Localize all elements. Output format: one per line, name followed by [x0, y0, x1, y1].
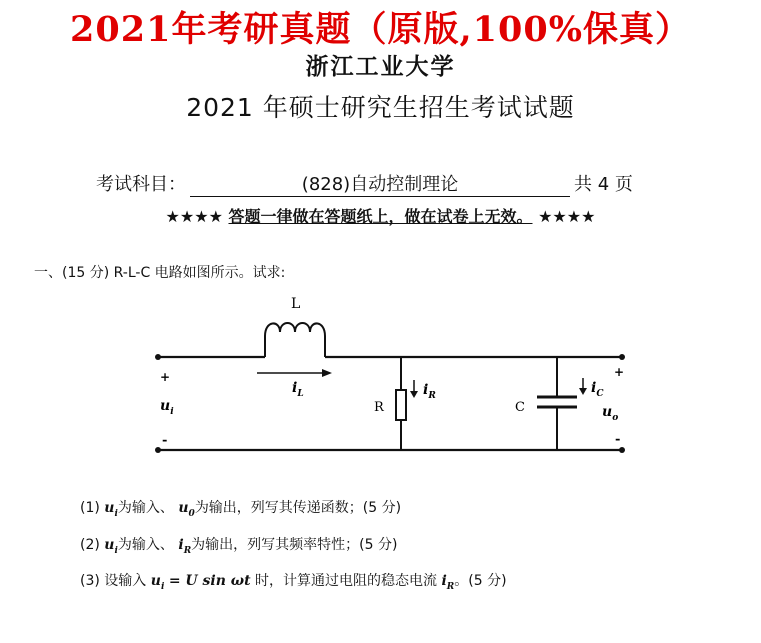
notice-text: 答题一律做在答题纸上，做在试卷上无效。	[228, 207, 533, 226]
current-arrow-R-head	[410, 391, 418, 398]
current-L-label: $i_L$	[292, 380, 304, 399]
inductor-coil	[265, 323, 325, 336]
output-voltage-label: $u_o$	[602, 404, 619, 423]
rlc-circuit-diagram	[0, 290, 761, 470]
subject-value: (828)自动控制理论	[190, 170, 570, 197]
subject-label: 考试科目：	[96, 174, 186, 195]
promo-banner: 2021年考研真题（原版,100%保真）	[70, 9, 691, 50]
question-1-part-3: (3) 设输入 $u_i = U$ sin ωt 时，计算通过电阻的稳态电流 $i_R$。(5 分)	[80, 573, 507, 592]
terminal-top-right	[619, 354, 625, 360]
exam-title: 2021 年硕士研究生招生考试试题	[186, 93, 575, 122]
minus-right: -	[615, 432, 621, 447]
question-1-heading: 一、(15 分) R-L-C 电路如图所示。试求:	[34, 265, 286, 281]
page-count: 共 4 页	[574, 174, 633, 195]
inductor-label: L	[291, 296, 301, 312]
university-name: 浙江工业大学	[305, 53, 456, 80]
current-C-label: $i_C$	[591, 380, 604, 399]
current-arrow-C-head	[579, 388, 587, 395]
terminal-bottom-right	[619, 447, 625, 453]
capacitor-label: C	[515, 400, 525, 415]
subject-row	[96, 170, 633, 197]
stars-right: ★★★★	[538, 207, 596, 226]
terminal-top-left	[155, 354, 161, 360]
input-voltage-label: $u_i$	[160, 398, 174, 417]
question-1-part-2: (2) $u_i$为输入、 $i_R$为输出，列写其频率特性；(5 分)	[80, 537, 398, 556]
stars-left: ★★★★	[165, 207, 223, 226]
plus-right: +	[614, 365, 625, 379]
question-1-part-1: (1) $u_i$为输入、 $u_0$为输出，列写其传递函数；(5 分)	[80, 500, 402, 519]
exam-notice	[0, 204, 761, 227]
minus-left: -	[162, 433, 168, 448]
plus-left: +	[160, 370, 171, 384]
resistor-label: R	[374, 400, 384, 415]
resistor-body	[396, 390, 406, 420]
current-arrow-L-head	[322, 369, 332, 377]
current-R-label: $i_R$	[423, 382, 436, 401]
terminal-bottom-left	[155, 447, 161, 453]
